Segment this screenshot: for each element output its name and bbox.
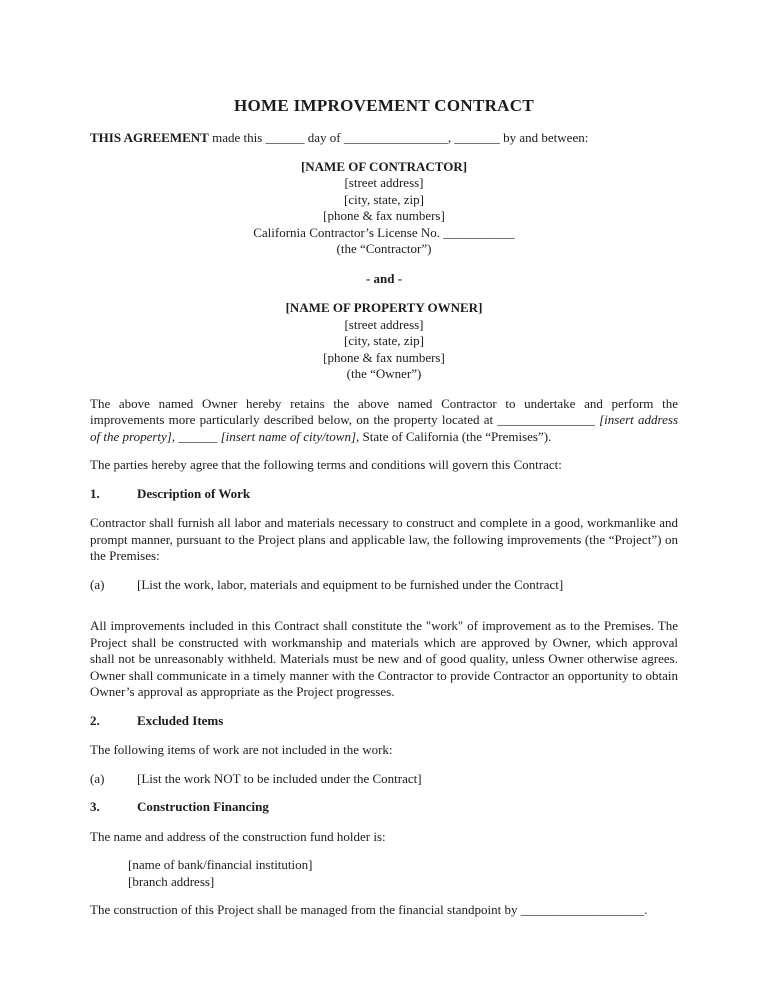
section-1-item-a-text: [List the work, labor, materials and equipment to be furnished under the Contract] [137,576,564,592]
section-2-item-a-label: (a) [90,770,105,786]
owner-name-placeholder: [NAME OF PROPERTY OWNER] [285,300,483,315]
section-1-paragraph-2: All improvements included in this Contract shall constitute the "work" of improvement as to the Premises. The Project shall be constructed with workmanship and materials which are approved by Owner, which approval shall not be unreasonably withheld. Materials must be new and of good quality, unless Owner otherwise agrees. Owner shall communicate in a timely manner with the Contractor to provide Contractor an opportunity to obtain Owner’s approval as appropriate as the Project progresses. [90,618,678,699]
retainer-text-2: ______ [175,428,221,444]
contractor-phone-placeholder: [phone & fax numbers] [323,208,445,223]
retainer-text-1: The above named Owner hereby retains the above named Contractor to undertake and perform the improvements more particularly described below, on the property located at _______________ [90,395,678,427]
contractor-name-placeholder: [NAME OF CONTRACTOR] [300,158,468,174]
intro-paragraph [90,130,678,147]
section-2-title: Excluded Items [137,712,224,728]
insert-address-hint: [insert address of the property], [90,412,678,444]
contractor-city-placeholder: [city, state, zip] [343,191,424,207]
section-3-number: 3. [90,799,100,814]
section-1-item-a-label: (a) [90,576,105,592]
insert-city-hint: [insert name of city/town], [220,428,360,444]
retainer-paragraph [90,396,678,446]
section-3-paragraph-2: The construction of this Project shall be managed from the financial standpoint by ___________________. [90,902,648,917]
section-2-number: 2. [90,712,100,728]
and-separator: - and - [365,270,403,286]
section-1-heading [90,486,678,503]
contractor-defined-term: (the “Contractor”) [336,241,432,256]
contractor-license-line: California Contractor’s License No. ___________ [253,224,515,240]
agreement-terms-paragraph: The parties hereby agree that the following terms and conditions will govern this Contract: [90,457,562,472]
owner-city-placeholder: [city, state, zip] [343,333,424,348]
section-1-number: 1. [90,485,100,501]
fund-holder-block [128,857,678,890]
intro-lead-in: THIS AGREEMENT [90,130,209,145]
section-2-item-a-text: [List the work NOT to be included under the Contract] [137,770,422,786]
section-3-paragraph-1: The name and address of the construction fund holder is: [90,828,386,844]
contractor-block [90,159,678,258]
section-1-paragraph-1: Contractor shall furnish all labor and materials necessary to construct and complete in a good, workmanlike and prompt manner, pursuant to the Project plans and applicable law, the following improvements (the “Project”) on the Premises: [90,515,678,563]
section-1-item-a [90,577,678,594]
owner-street-placeholder: [street address] [344,316,424,332]
section-2-paragraph-1: The following items of work are not included in the work: [90,742,393,757]
bank-name-placeholder: [name of bank/financial institution] [128,857,313,872]
owner-defined-term: (the “Owner”) [346,366,422,381]
retainer-text-3: State of California (the “Premises”). [359,428,552,444]
contractor-street-placeholder: [street address] [344,175,424,190]
owner-phone-placeholder: [phone & fax numbers] [323,349,445,365]
owner-block [90,300,678,383]
document-title: HOME IMPROVEMENT CONTRACT [234,96,534,115]
intro-rest: made this ______ day of ________________, _______ by and between: [208,130,589,145]
branch-address-placeholder: [branch address] [128,873,215,889]
section-3-title: Construction Financing [137,799,269,814]
section-2-item-a [90,771,678,788]
section-2-heading [90,713,678,730]
section-1-title: Description of Work [137,485,251,501]
section-3-heading [90,799,678,816]
